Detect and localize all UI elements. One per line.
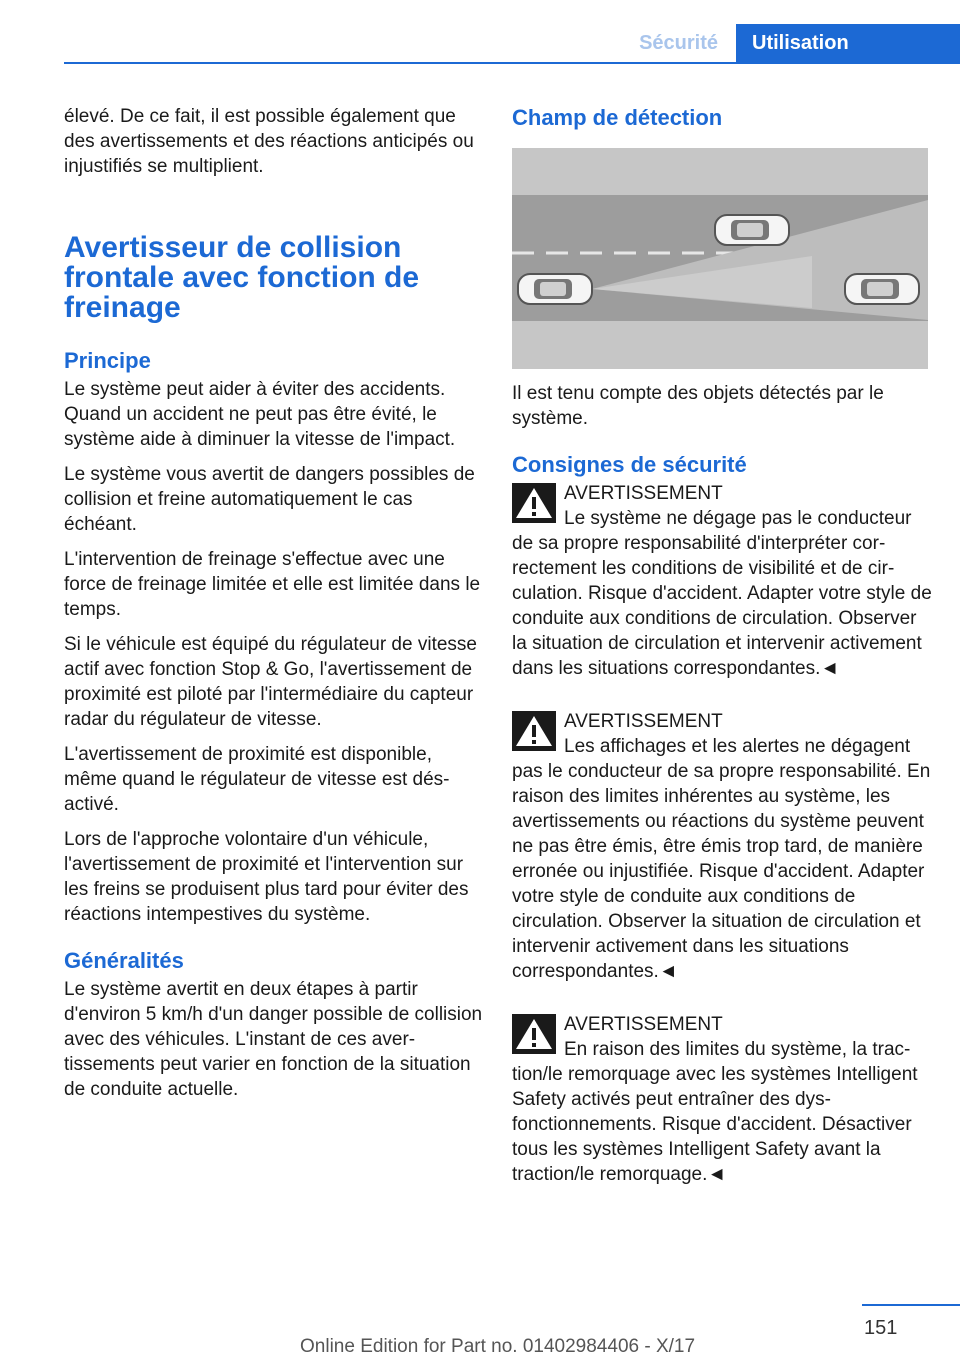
car-top-icon bbox=[715, 215, 789, 245]
consignes-heading: Consignes de sécurité bbox=[512, 452, 747, 477]
page-number-rule bbox=[862, 1304, 960, 1306]
warning-block bbox=[512, 709, 932, 984]
tab-securite[interactable]: Sécurité bbox=[639, 32, 718, 54]
intro-paragraph: élevé. De ce fait, il est possible également que des avertissements et des réactions anticipés ou injustifiés se multiplient. bbox=[64, 106, 474, 177]
warning-title: AVERTISSEMENT bbox=[564, 483, 723, 504]
left-column bbox=[64, 104, 484, 1112]
warning-title: AVERTISSEMENT bbox=[564, 1014, 723, 1035]
warning-triangle-icon bbox=[512, 483, 556, 523]
generalites-paragraph: Le système avertit en deux étapes à partir d'environ 5 km/h d'un danger possible de collision avec des véhicules. L'instant de ces avertissements peut varier en fonction de la situation de conduite actuelle. bbox=[64, 979, 483, 1100]
principe-paragraph-5: L'avertissement de proximité est disponible, même quand le régulateur de vitesse est désactivé. bbox=[64, 744, 450, 815]
warning-text: En raison des limites du système, la traction/le remorquage avec les systèmes Intelligent Safety activés peut entraîner des dysfonctionnements. Risque d'accident. Désactiver tous les systèmes Intelligent Safety avant la traction/le remorquage.◄ bbox=[512, 1039, 918, 1185]
figure-caption: Il est tenu compte des objets détectés par le système. bbox=[512, 383, 884, 429]
champ-heading: Champ de détection bbox=[512, 105, 723, 130]
warning-triangle-icon bbox=[512, 1014, 556, 1054]
principe-paragraph-2: Le système vous avertit de dangers possibles de collision et freine automatiquement le cas échéant. bbox=[64, 464, 475, 535]
detection-field-figure bbox=[512, 148, 928, 369]
principe-paragraph-3: L'intervention de freinage s'effectue avec une force de freinage limitée et elle est limitée dans le temps. bbox=[64, 549, 481, 620]
warning-title: AVERTISSEMENT bbox=[564, 711, 723, 732]
car-front-icon bbox=[845, 274, 919, 304]
warning-text: Les affichages et les alertes ne dégagent pas le conducteur de sa propre responsabilité. En raison des limites inhérentes au système, les avertissements ou réactions du système peuvent ne pas être émis, être émis trop tard, de manière erronée ou injustifiée. Risque d'accident. Adapter votre style de conduite aux conditions de circulation. Observer la situation de circulation et intervenir activement dans les situations correspondantes.◄ bbox=[512, 736, 931, 982]
warning-block bbox=[512, 1012, 932, 1187]
principe-heading: Principe bbox=[64, 348, 151, 373]
warning-text: Le système ne dégage pas le conducteur de sa propre responsabilité d'interpréter correctement les conditions de visibilité et de circulation. Risque d'accident. Adapter votre style de conduite aux conditions de circulation. Observer la situation de circulation et intervenir activement dans les situations correspondantes.◄ bbox=[512, 508, 932, 679]
principe-paragraph-6: Lors de l'approche volontaire d'un véhicule, l'avertissement de proximité et l'intervention sur les freins se produisent plus tard pour éviter des réactions intempestives du système. bbox=[64, 829, 469, 925]
principe-paragraph-4: Si le véhicule est équipé du régulateur de vitesse actif avec fonction Stop & Go, l'avertissement de proximité est piloté par l'intermédiaire du capteur radar du régulateur de vitesse. bbox=[64, 634, 477, 730]
generalites-heading: Généralités bbox=[64, 948, 184, 973]
section-heading: Avertisseur de collision frontale avec fonction de freinage bbox=[64, 231, 420, 324]
car-rear-icon bbox=[518, 274, 592, 304]
page-header bbox=[64, 24, 960, 64]
principe-paragraph-1: Le système peut aider à éviter des accidents. Quand un accident ne peut pas être évité, le système aide à diminuer la vitesse de l'impact. bbox=[64, 379, 456, 450]
page-number: 151 bbox=[864, 1317, 898, 1339]
footer-edition: Online Edition for Part no. 01402984406 - X/17 bbox=[300, 1336, 696, 1357]
tab-utilisation[interactable]: Utilisation bbox=[736, 24, 960, 62]
warning-block bbox=[512, 481, 932, 681]
detection-field-illustration bbox=[512, 148, 928, 369]
right-column bbox=[512, 104, 932, 1197]
warning-triangle-icon bbox=[512, 711, 556, 751]
